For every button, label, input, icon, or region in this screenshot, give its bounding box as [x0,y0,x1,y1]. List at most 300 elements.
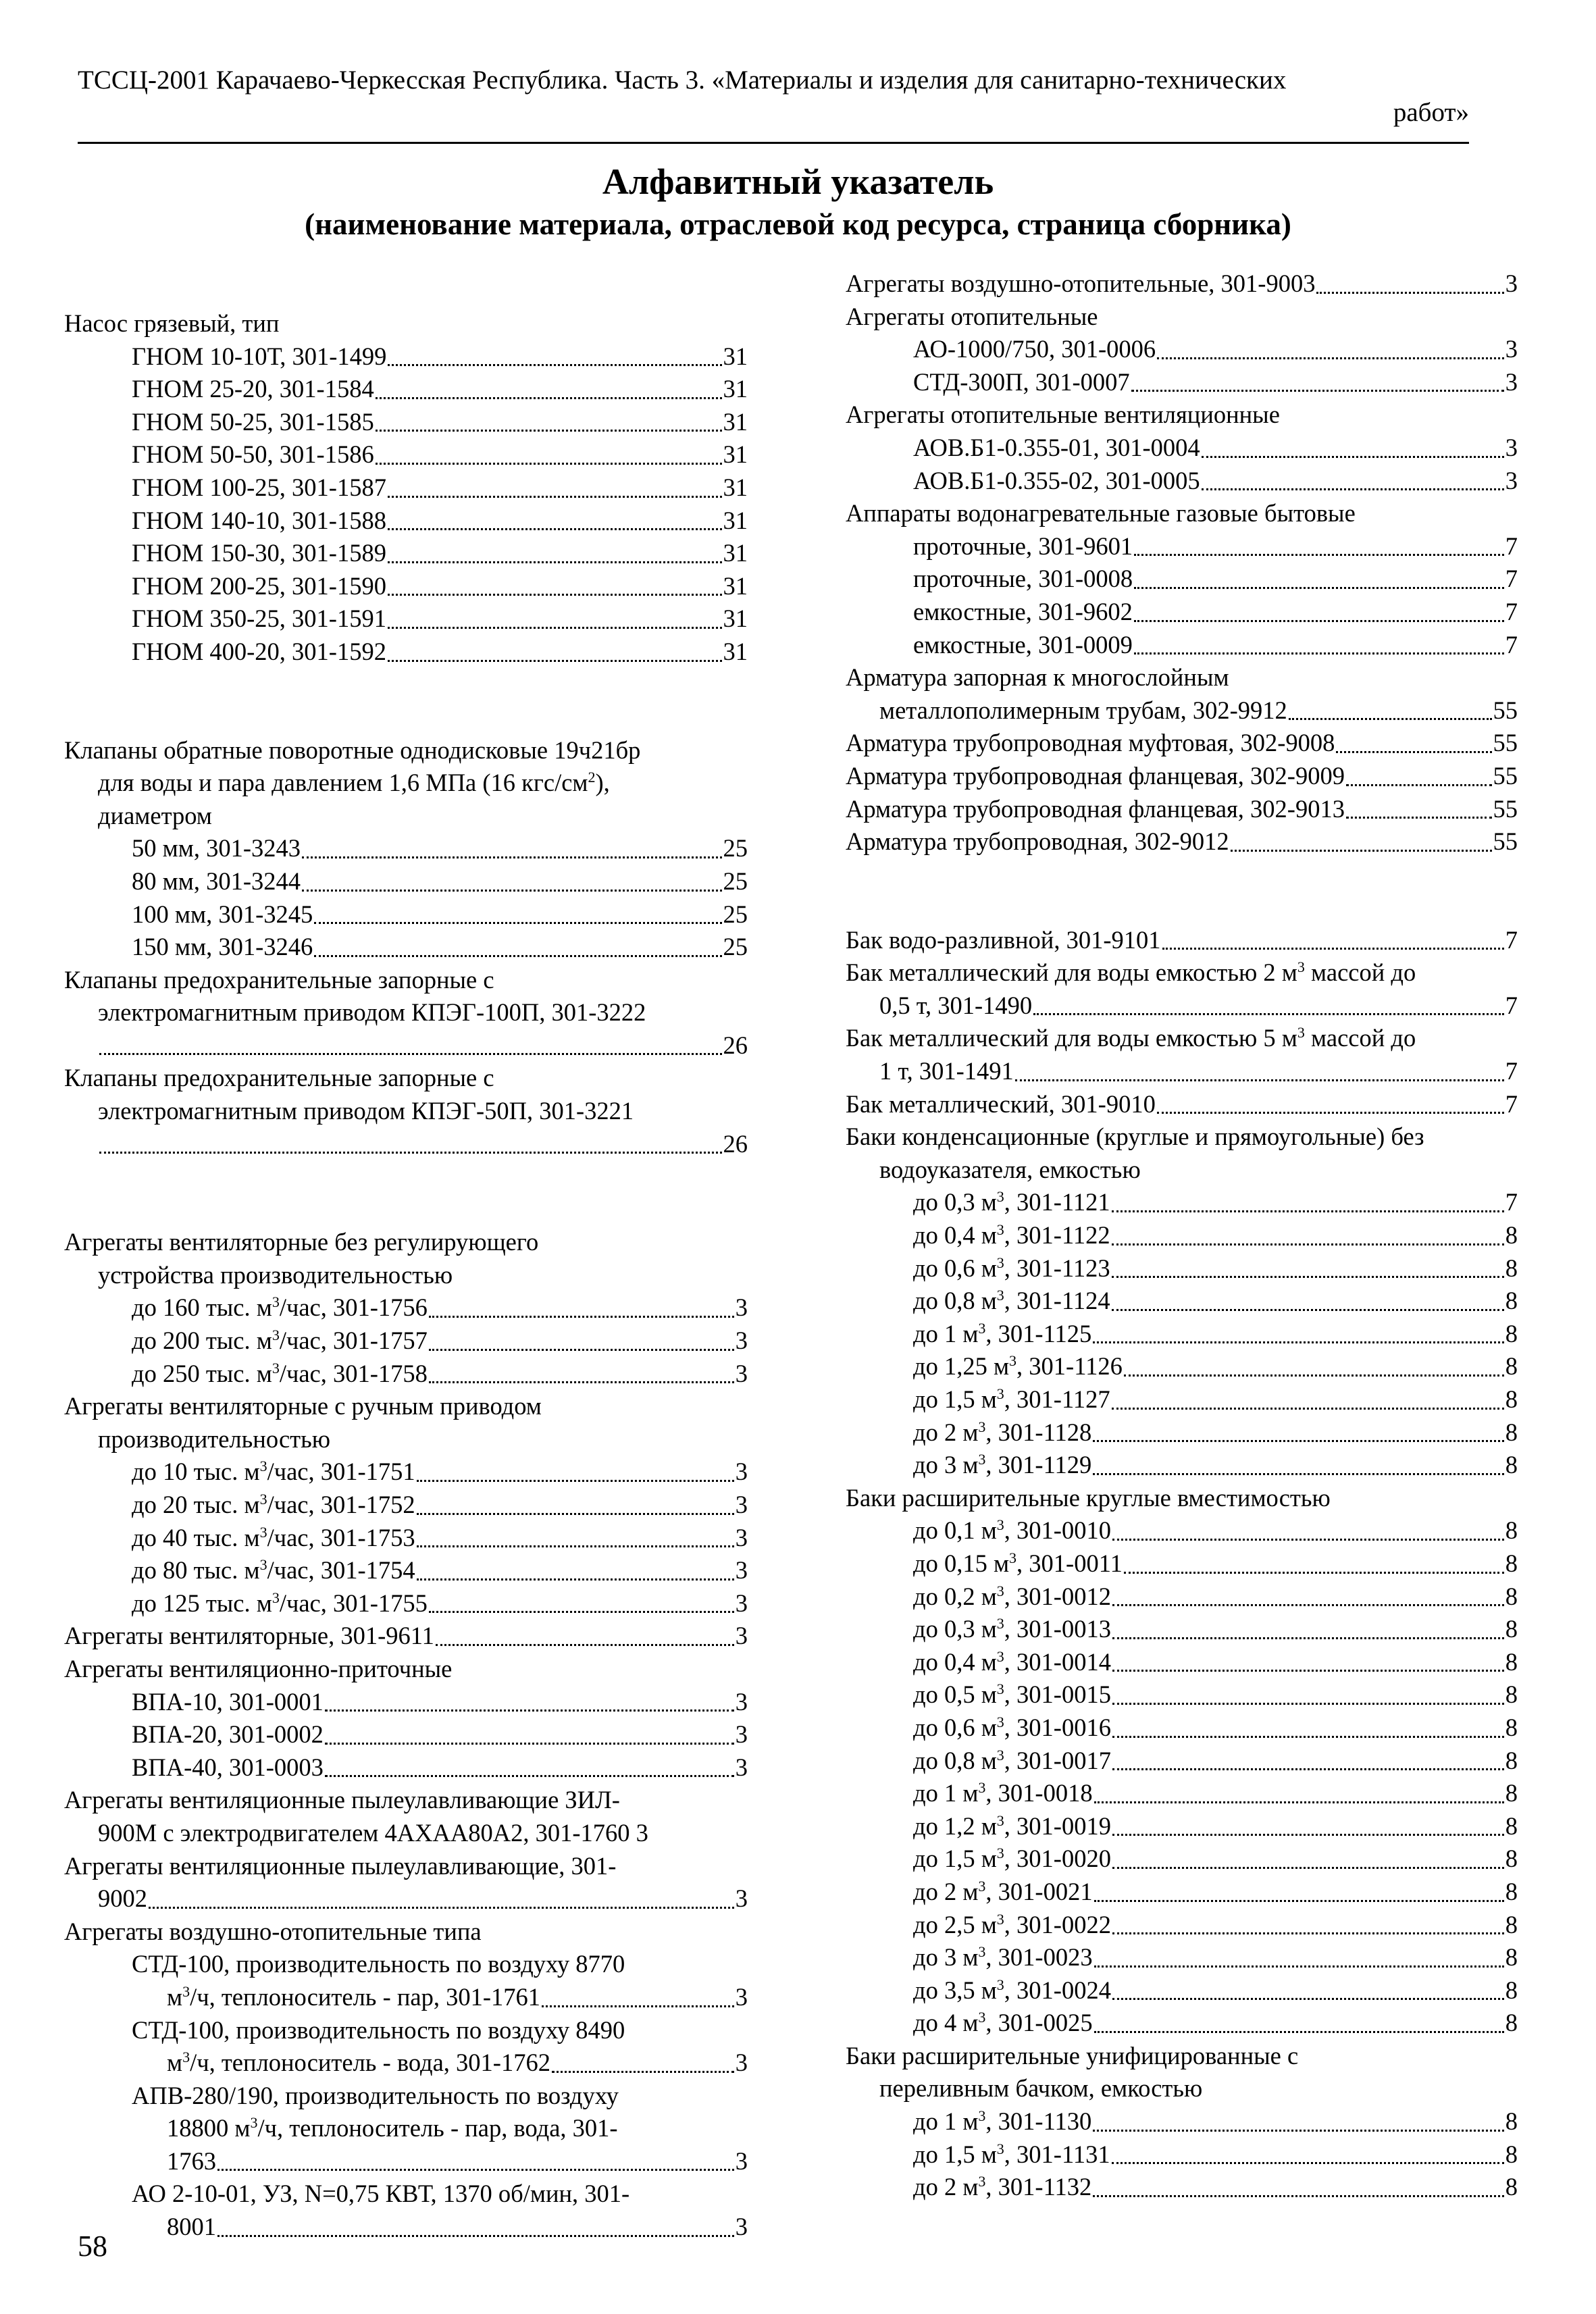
superscript: 3 [996,1713,1004,1730]
superscript: 3 [259,1556,267,1574]
entry-text-part: /ч, теплоноситель - пар, 301-1761 [190,1982,540,2011]
index-entry-text: 1 т, 301-1491 [879,1057,1014,1085]
index-entry-page: 3 [735,2146,748,2175]
index-heading [846,301,1518,334]
index-entry [846,333,1518,366]
index-entry-text: 100 мм, 301-3245 [132,900,313,928]
index-entry-page: 31 [723,375,748,403]
index-heading [64,1062,748,1095]
index-heading-text: электромагнитным приводом КПЭГ-50П, 301-3221 [98,1097,634,1125]
index-entry-line [98,1029,748,1062]
index-entry [846,1186,1518,1219]
superscript: 3 [996,1746,1004,1764]
dot-leader [1202,456,1504,458]
index-entry-line [132,1325,748,1358]
dot-leader [1134,620,1504,622]
index-entry-line [64,1620,748,1653]
index-heading [846,1022,1518,1055]
superscript: 3 [1009,1352,1017,1370]
superscript: 3 [978,1877,986,1895]
index-entry-line [913,1712,1518,1745]
entry-text-part: до 0,4 м [913,1647,997,1676]
index-heading-text: 900М с электродвигателем 4АХАА80А2, 301-1760 3 [98,1818,648,1847]
index-heading [64,800,748,833]
entry-text-part: , 301-0017 [1004,1746,1111,1774]
index-heading-text: Баки расширительные круглые вместимостью [846,1483,1331,1512]
index-entry-line [913,2007,1518,2040]
index-column-left [64,307,748,2244]
index-entry-page: 7 [1505,1057,1518,1085]
dot-leader [302,856,722,858]
index-entry-text [913,2138,1110,2171]
index-entry [64,505,748,538]
index-entry [64,406,748,439]
entry-text-part: до 1 м [913,2107,979,2136]
index-entry-line [913,1186,1518,1219]
index-entry-page: 8 [1505,1976,1518,2004]
entry-text-part: /час, 301-1756 [279,1293,428,1322]
entry-text-part: , 301-0013 [1004,1615,1111,1643]
index-entry-text [913,1416,1091,1449]
index-entry-page: 8 [1505,1352,1518,1381]
index-entry-text: ГНОМ 200-25, 301-1590 [132,571,386,600]
index-entry-page: 3 [735,1491,748,1518]
superscript: 3 [1297,958,1305,976]
index-heading [64,996,748,1029]
index-entry [64,1325,748,1358]
dot-leader [376,430,722,432]
dot-leader [1124,1374,1504,1377]
dot-leader [1112,1539,1504,1541]
index-entry-line [913,1318,1518,1351]
superscript: 3 [272,1293,280,1311]
entry-text-part: до 2 м [913,1877,979,1905]
index-entry-text: ВПА-40, 301-0003 [132,1753,324,1781]
dot-leader [429,1611,734,1613]
entry-text-part: до 2,5 м [913,1910,997,1938]
dot-leader [1231,850,1492,852]
superscript: 3 [978,1418,986,1435]
index-entry-text [913,2007,1093,2040]
dot-leader [99,1152,722,1154]
entry-text-part: , 301-0012 [1004,1582,1111,1610]
index-entry-text [913,1514,1111,1547]
entry-text-part: , 301-0023 [985,1943,1093,1972]
index-entry-text: 9002 [98,1884,147,1913]
index-entry-line [132,406,748,439]
index-heading-text: Клапаны предохранительные запорные с [64,965,494,994]
index-entry-page: 55 [1493,696,1518,724]
entry-text-part: до 10 тыс. м [132,1458,260,1486]
index-entry-text [132,1587,428,1620]
index-heading [64,2014,748,2047]
index-entry-page: 3 [735,1523,748,1551]
index-entry [846,1909,1518,1942]
dot-leader [1112,1834,1504,1836]
index-entry [64,1587,748,1620]
index-heading-text: Агрегаты отопительные [846,302,1098,330]
entry-text-part: до 1 м [913,1319,979,1347]
dot-leader [1112,1309,1504,1311]
index-entry [64,2047,748,2080]
index-entry-text: ГНОМ 100-25, 301-1587 [132,473,386,501]
entry-text-part: до 0,4 м [913,1221,997,1250]
entry-text-part: , 301-1123 [1004,1254,1110,1282]
entry-text-part: до 3 м [913,1943,979,1972]
entry-text-part: до 0,6 м [913,1713,997,1741]
index-entry [846,530,1518,563]
index-entry [846,1777,1518,1810]
index-entry [64,1029,748,1062]
index-entry-page: 3 [735,1982,748,2011]
index-entry-text [913,1318,1091,1351]
index-entry-line [132,865,748,898]
dot-leader [1112,1768,1504,1770]
entry-text-part: до 3 м [913,1451,979,1479]
index-entry-line [846,924,1518,957]
dot-leader [388,627,722,629]
index-entry [846,924,1518,957]
entry-text-part: до 125 тыс. м [132,1589,272,1617]
index-entry-page: 7 [1505,565,1518,593]
index-entry-page: 8 [1505,2107,1518,2136]
entry-text-part: м [167,2049,183,2077]
index-entry-text: проточные, 301-0008 [913,565,1133,593]
index-entry-text: ГНОМ 50-50, 301-1586 [132,440,374,469]
index-entry-line [913,1646,1518,1679]
index-entry [64,537,748,570]
index-entry-text [913,1678,1111,1712]
index-entry-page: 7 [1505,597,1518,625]
index-entry-text: ВПА-10, 301-0001 [132,1687,324,1716]
index-entry-page: 3 [735,1753,748,1781]
index-entry-line [132,636,748,669]
index-entry [64,898,748,931]
dot-leader [1094,2031,1504,2033]
index-entry-line [913,563,1518,596]
index-heading-text: Агрегаты вентиляционные пылеулавливающие ЗИЛ- [64,1786,620,1814]
superscript: 3 [978,2173,986,2190]
index-heading-text: переливным бачком, емкостью [879,2074,1203,2103]
index-heading-text: АПВ-280/190, производительность по воздуху [132,2081,619,2109]
index-entry [846,629,1518,662]
entry-text-part: до 40 тыс. м [132,1523,260,1551]
index-entry-line [913,1285,1518,1318]
index-entry-page: 7 [1505,630,1518,659]
index-entry-line [132,570,748,603]
index-entry [846,1876,1518,1909]
dot-leader [1112,1670,1504,1672]
dot-leader [1112,1736,1504,1738]
index-entry-line [913,1745,1518,1778]
dot-leader [436,1644,734,1646]
index-entry-line [132,1718,748,1751]
index-entry-text [913,1941,1093,1974]
superscript: 3 [978,2107,986,2124]
entry-text-part: , 301-0011 [1016,1549,1123,1577]
superscript: 3 [996,1254,1004,1271]
index-entry [64,1620,748,1653]
index-entry-line [167,2211,748,2244]
entry-text-part: , 301-0020 [1004,1845,1111,1873]
index-entry-text [913,1186,1110,1219]
index-entry [846,2007,1518,2040]
dot-leader [388,364,721,366]
dot-leader [376,397,722,399]
index-entry [846,1350,1518,1383]
superscript: 2 [588,768,596,786]
entry-text-part: , 301-1129 [985,1451,1092,1479]
entry-text-part: до 1,25 м [913,1352,1010,1381]
index-heading-text: Арматура запорная к многослойным [846,663,1229,692]
index-entry-line [132,373,748,406]
index-entry [846,2171,1518,2204]
index-entry-page: 3 [735,2049,748,2077]
index-heading [64,1226,748,1259]
index-entry-page: 3 [735,1720,748,1749]
index-entry [64,1358,748,1391]
entry-text-part: , 301-0014 [1004,1647,1111,1676]
index-entry-page: 3 [735,1556,748,1585]
entry-text-part: Бак металлический для воды емкостью 5 м [846,1024,1297,1052]
index-entry-line [913,1350,1518,1383]
index-entry [64,1981,748,2014]
index-entry-line [879,694,1518,727]
superscript: 3 [259,1490,267,1508]
dot-leader [1015,1079,1504,1081]
entry-text-part: /ч, теплоноситель - вода, 301-1762 [190,2049,550,2077]
index-entry-line [167,2047,748,2080]
entry-text-part: до 20 тыс. м [132,1491,260,1518]
index-entry-line [913,1252,1518,1285]
index-heading [846,2040,1518,2073]
index-entry [64,1751,748,1784]
index-entry [64,1456,748,1489]
index-entry-text: Бак металлический, 301-9010 [846,1089,1156,1118]
index-heading-text: Клапаны предохранительные запорные с [64,1064,494,1092]
entry-text-part: массой до [1304,958,1416,987]
dot-leader [417,1578,734,1580]
index-entry-page: 31 [723,407,748,436]
entry-text-part: , 301-0024 [1004,1976,1111,2004]
index-entry-text [913,1350,1123,1383]
index-heading-text: водоуказателя, емкостью [879,1155,1141,1183]
index-entry-line [167,2145,748,2178]
dot-leader [325,1743,734,1745]
index-entry-text [167,2047,550,2080]
superscript: 3 [996,1615,1004,1632]
index-heading-text: производительностью [98,1424,331,1453]
index-entry [846,1088,1518,1121]
entry-text-part: до 3,5 м [913,1976,997,2004]
index-entry-page: 8 [1505,1746,1518,1774]
index-entry [846,760,1518,793]
index-entry-line [132,1291,748,1325]
dot-leader [388,528,722,530]
index-entry-text: ГНОМ 50-25, 301-1585 [132,407,374,436]
dot-leader [1157,357,1504,359]
index-entry-page: 8 [1505,1910,1518,1938]
index-heading-text: СТД-100, производительность по воздуху 8770 [132,1950,625,1978]
index-entry-line [913,1941,1518,1974]
index-entry [64,1882,748,1916]
index-entry-line [132,1751,748,1784]
index-entry-line [132,931,748,964]
entry-text-part: /час, 301-1757 [279,1327,428,1355]
index-entry [846,432,1518,465]
index-entry-text: ГНОМ 25-20, 301-1584 [132,375,374,403]
index-heading-text: Агрегаты вентиляционно-приточные [64,1654,453,1682]
entry-text-part: /час, 301-1755 [279,1589,428,1617]
superscript: 3 [272,1589,280,1606]
entry-text-part: до 0,8 м [913,1746,997,1774]
index-entry-line [132,1554,748,1587]
entry-text-part: до 0,2 м [913,1582,997,1610]
dot-leader [1094,1900,1504,1902]
index-entry-text: Арматура трубопроводная муфтовая, 302-9008 [846,729,1335,757]
index-entry [64,1128,748,1161]
superscript: 3 [1297,1024,1305,1042]
index-entry-line [913,596,1518,629]
index-heading [846,2072,1518,2105]
index-entry-line [132,1489,748,1522]
index-heading-text: Агрегаты отопительные вентиляционные [846,401,1280,429]
dot-leader [314,955,721,957]
index-entry-line [132,1456,748,1489]
index-entry-page: 8 [1505,1943,1518,1972]
dot-leader [1134,652,1504,654]
dot-leader [429,1349,734,1351]
index-entry-line [913,1810,1518,1843]
index-entry-page: 3 [735,1293,748,1322]
entry-text-part: до 160 тыс. м [132,1293,272,1322]
index-heading-text [846,958,1416,986]
index-entry [846,1974,1518,2007]
index-entry-text: ГНОМ 150-30, 301-1589 [132,539,386,567]
dot-leader [1134,554,1504,556]
index-entry-text [132,1325,428,1358]
index-entry-line [913,1219,1518,1252]
index-entry-page: 55 [1493,729,1518,757]
dot-leader [1316,292,1503,294]
dot-leader [1112,1703,1504,1705]
index-entry-text: 1763 [167,2146,216,2175]
index-entry-line [913,1678,1518,1712]
dot-leader [314,922,721,924]
title-block [0,159,1596,245]
superscript: 3 [996,1220,1004,1238]
index-entry [846,1745,1518,1778]
entry-text-part: , 301-1132 [985,2173,1092,2201]
index-entry-page: 31 [723,473,748,501]
superscript: 3 [996,1188,1004,1206]
dot-leader [302,890,722,892]
header-line-2: работ» [1393,98,1469,127]
index-entry [64,1489,748,1522]
index-entry-page: 55 [1493,827,1518,856]
index-heading-text: Аппараты водонагревательные газовые бытовые [846,499,1356,528]
index-entry-text: АО-1000/750, 301-0006 [913,335,1156,363]
dot-leader [1094,1801,1504,1803]
entry-text-part: , 301-0016 [1004,1713,1111,1741]
entry-text-part: до 2 м [913,1418,979,1446]
index-entry-line [913,629,1518,662]
index-heading-text: Агрегаты вентиляторные без регулирующего [64,1228,539,1256]
page-header [78,64,1469,129]
dot-leader [99,1053,722,1055]
entry-text-part: /час, 301-1758 [279,1359,428,1387]
dot-leader [325,1775,734,1777]
index-entry-page: 3 [735,1327,748,1355]
index-entry-page: 8 [1505,2009,1518,2037]
entry-text-part: до 0,3 м [913,1188,997,1216]
index-entry-page: 31 [723,605,748,633]
index-entry-page: 3 [1505,367,1518,396]
index-entry-page: 3 [735,1622,748,1650]
entry-text-part: до 2 м [913,2173,979,2201]
index-entry [846,1580,1518,1614]
superscript: 3 [272,1326,280,1343]
index-entry-text: ГНОМ 400-20, 301-1592 [132,637,386,665]
entry-text-part: , 301-0021 [985,1877,1093,1905]
index-entry [846,2138,1518,2171]
index-entry-text [913,1843,1111,1876]
index-entry-line [913,1383,1518,1416]
index-entry-page: 31 [723,637,748,665]
index-heading [64,2178,748,2211]
index-heading [846,1482,1518,1515]
index-entry-line [913,1416,1518,1449]
index-entry-page: 8 [1505,1418,1518,1446]
dot-leader [1112,1408,1504,1410]
index-entry-text [913,1547,1123,1580]
index-entry-page: 3 [735,2213,748,2241]
index-entry-line [132,832,748,865]
entry-text-part: для воды и пара давлением 1,6 МПа (16 кгс/см [98,769,588,797]
entry-text-part: до 80 тыс. м [132,1556,260,1585]
index-entry-page: 7 [1505,991,1518,1019]
index-heading [64,1850,748,1883]
entry-text-part: до 0,3 м [913,1615,997,1643]
index-entry-text [913,1252,1110,1285]
dot-leader [217,2169,734,2171]
index-entry-text: 8001 [167,2213,216,2241]
index-heading-text: диаметром [98,801,212,829]
index-entry-line [846,825,1518,858]
entry-text-part: до 1,5 м [913,1845,997,1873]
dot-leader [1289,718,1492,720]
index-entry-text: металлополимерным трубам, 302-9912 [879,696,1287,724]
entry-text-part: , 301-1126 [1016,1352,1123,1381]
entry-text-part: до 0,5 м [913,1680,997,1709]
index-entry-line [913,1580,1518,1614]
index-entry-text [913,1646,1111,1679]
index-heading [64,1423,748,1456]
dot-leader [1112,1276,1504,1278]
index-entry [64,2211,748,2244]
dot-leader [1093,1440,1504,1442]
index-heading [846,1154,1518,1187]
index-heading-text: электромагнитным приводом КПЭГ-100П, 301-3222 [98,998,646,1027]
index-entry-line [846,760,1518,793]
index-heading-text: Баки расширительные унифицированные с [846,2041,1299,2069]
superscript: 3 [996,1811,1004,1829]
dot-leader [1093,1473,1504,1475]
index-entry-line [913,530,1518,563]
index-entry [64,636,748,669]
index-heading [846,398,1518,432]
page-title: Алфавитный указатель [602,161,994,202]
